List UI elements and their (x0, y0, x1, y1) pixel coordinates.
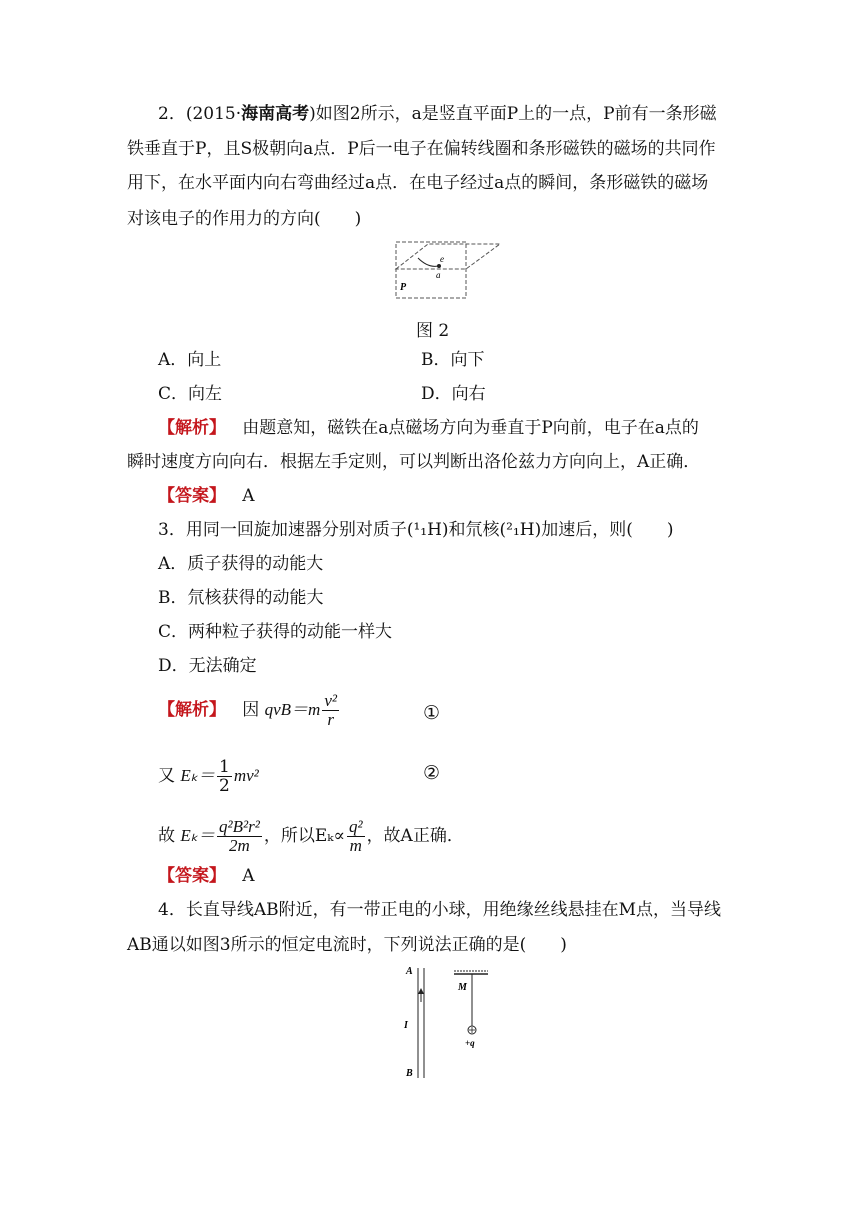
q2-line-1: 2．(2015·海南高考)如图2所示，a是竖直平面P上的一点，P前有一条形磁 (158, 104, 717, 124)
q3-eq-1: 【解析】 因 qvB＝m $\frac{\text{v²}}{r}$ (158, 691, 337, 729)
q2-option-d: D．向右 (421, 384, 486, 404)
q3-answer: 【答案】 A (158, 866, 255, 886)
q2-figure (388, 238, 508, 304)
q2-fig-label-e: e (440, 254, 444, 264)
q2-figure-caption: 图 2 (416, 321, 450, 341)
q2-answer: 【答案】 A (158, 486, 255, 506)
q2-line-2: 铁垂直于P，且S极朝向a点．P后一电子在偏转线圈和条形磁铁的磁场的共同作 (127, 139, 716, 159)
q3-eq-mark-1: ① (423, 702, 441, 724)
q2-answer-tag: 【答案】 (158, 486, 226, 506)
q3-eq-3: 故 Eₖ＝ $\frac{\text{q²B²r²}}{2m}$ ，所以Eₖ∝ $\frac{\text{q²}}{m}$ ，故A正确． (158, 817, 464, 855)
q2-option-b: B．向下 (421, 350, 485, 370)
q2-option-a: A．向上 (158, 350, 222, 370)
q4-line-2: AB通以如图3所示的恒定电流时，下列说法正确的是( ) (127, 935, 567, 955)
q2-line-3: 用下，在水平面内向右弯曲经过a点．在电子经过a点的瞬间，条形磁铁的磁场 (127, 173, 709, 193)
q3-option-a: A．质子获得的动能大 (158, 554, 324, 574)
q4-figure (398, 962, 498, 1082)
q3-eq-2: 又 Eₖ＝ $\frac{1}{2}$ mv² (158, 757, 259, 796)
q3-option-b: B．氘核获得的动能大 (158, 588, 324, 608)
q3-option-c: C．两种粒子获得的动能一样大 (158, 622, 393, 642)
q3-analysis-tag: 【解析】 (158, 700, 226, 720)
q4-fig-label-q: +q (465, 1038, 475, 1048)
q3-eq-mark-2: ② (423, 762, 441, 784)
q2-option-c: C．向左 (158, 384, 223, 404)
q2-source: 海南高考 (241, 104, 310, 124)
q3-option-d: D．无法确定 (158, 656, 257, 676)
q2-fig-label-P: P (400, 282, 407, 293)
q4-fig-label-M: M (458, 982, 467, 993)
q2-analysis-line-1: 【解析】 由题意知，磁铁在a点磁场方向为垂直于P向前，电子在a点的 (158, 418, 699, 438)
q2-line-4: 对该电子的作用力的方向( ) (127, 209, 362, 229)
q3-stem: 3．用同一回旋加速器分别对质子(¹₁H)和氘核(²₁H)加速后，则( ) (158, 520, 674, 540)
q3-answer-tag: 【答案】 (158, 866, 226, 886)
q4-line-1: 4．长直导线AB附近，有一带正电的小球，用绝缘丝线悬挂在M点，当导线 (158, 900, 721, 920)
q4-fig-label-I: I (404, 1020, 408, 1031)
q2-analysis-tag: 【解析】 (158, 418, 226, 438)
q4-fig-label-B: B (406, 1068, 413, 1079)
q2-fig-label-a: a (436, 270, 441, 280)
q2-analysis-line-2: 瞬时速度方向向右．根据左手定则，可以判断出洛伦兹力方向向上，A正确． (127, 452, 701, 472)
q4-fig-label-A: A (406, 966, 413, 977)
